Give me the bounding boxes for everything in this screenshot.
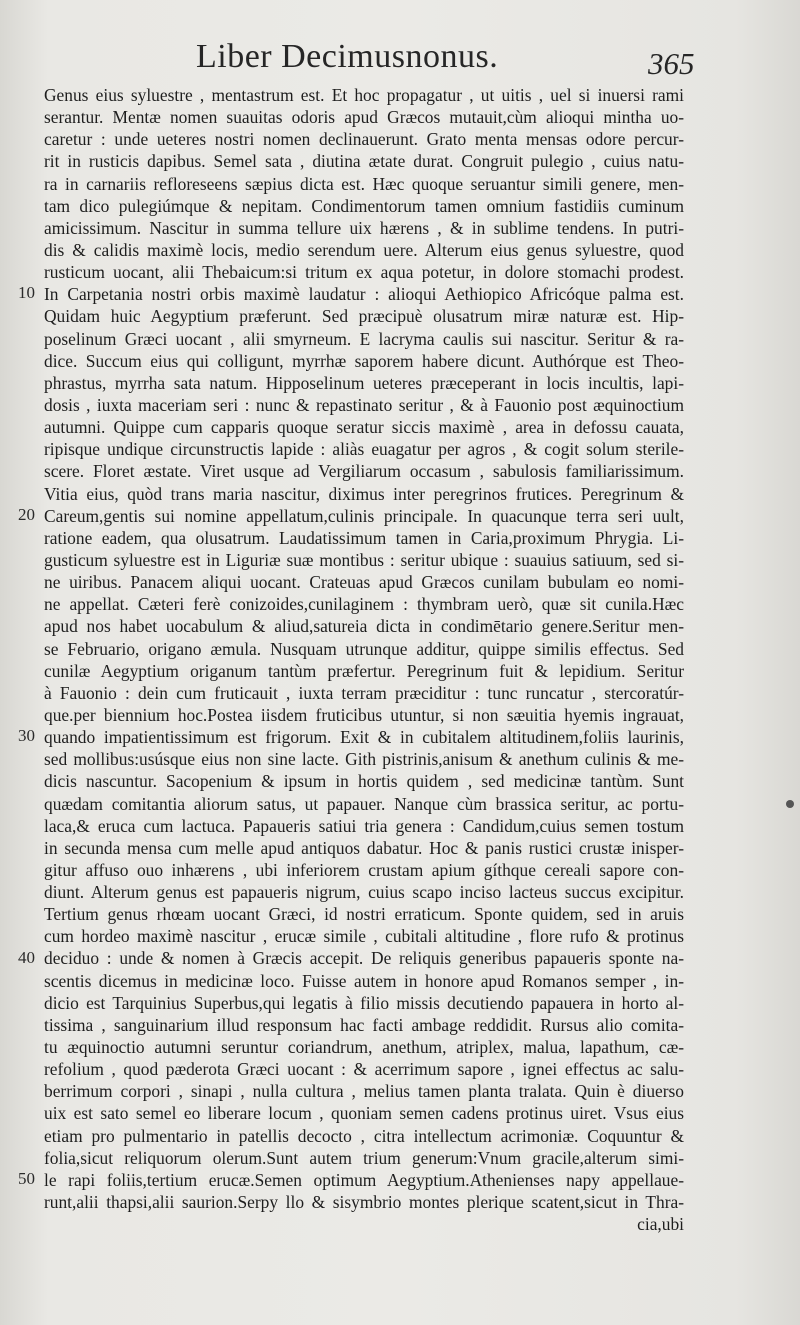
text-line: sed mollibus:usúsque eius non sine lacte. Gith pistrinis,anisum & anethum culinis & me-	[44, 749, 684, 770]
text-line: cum hordeo maximè nascitur , erucæ simile , cubitali altitudine , flore rufo & protinus	[44, 926, 684, 947]
text-line: dice. Succum eius qui colligunt, myrrhæ saporem habere dicunt. Authórque est Theo-	[44, 350, 684, 371]
text-line: rusticum uocant, alii Thebaicum:si tritum ex aqua potetur, in dolore stomachi prodest.	[44, 262, 684, 283]
text-line: cunilæ Aegyptium origanum tantùm præfertur. Peregrinum fuit & lepidium. Seritur	[44, 660, 684, 681]
text-line: ne uiribus. Panacem aliqui uocant. Crateuas apud Græcos cunilam bubulam eo nomi-	[44, 572, 684, 593]
text-line: dicio est Tarquinius Superbus,qui legatis à filio missis decutiendo papauera in horto al-	[44, 992, 684, 1013]
text-line: diunt. Alterum genus est papaueris nigrum, cuius scapo inciso lacteus succus excipitur.	[44, 882, 684, 903]
margin-line-number: 40	[18, 947, 35, 967]
text-line: ra in carnariis refloreseens sæpius dicta est. Hæc quoque seruantur simili genere, men-	[44, 173, 684, 194]
text-line: se Februario, origano æmula. Nusquam utrunque additur, quippe similis effectus. Sed	[44, 638, 684, 659]
text-line: autumni. Quippe cum capparis quoque seratur siccis maximè , area in defossu cauata,	[44, 417, 684, 438]
text-line: le rapi foliis,tertium erucæ.Semen optimum Aegyptium.Athenienses napy appellaue-	[44, 1169, 684, 1190]
text-line: que.per biennium hoc.Postea iisdem fruticibus utuntur, si non sæuitia hyemis ingrauat,	[44, 704, 684, 725]
text-line: in secunda mensa cum melle apud antiquos dabatur. Hoc & panis rustici crustæ inisper-	[44, 837, 684, 858]
text-line: deciduo : unde & nomen à Græcis accepit. De reliquis generibus papaueris sponte na-	[44, 948, 684, 969]
text-line: scere. Floret æstate. Viret usque ad Vergiliarum occasum , sabulosis familiarissimum.	[44, 461, 684, 482]
margin-line-number: 30	[18, 726, 35, 746]
text-line: runt,alii thapsi,alii saurion.Serpy llo & sisymbrio montes plerique scatent,sicut in Thra-	[44, 1192, 684, 1213]
text-line: rit in rusticis dapibus. Semel sata , diutina ætate durat. Congruit pulegio , cuius natu-	[44, 151, 684, 172]
text-line: ratione eadem, qua olusatrum. Laudatissimum tamen in Caria,proximum Phrygia. Li-	[44, 527, 684, 548]
text-line: ne appellat. Cæteri ferè conizoides,cunilaginem : thymbram uerò, quæ sit cunila.Hæc	[44, 594, 684, 615]
text-line: gusticum syluestre est in Liguriæ suæ montibus : seritur ubique : suauius satiuum, sed si-	[44, 549, 684, 570]
text-line: gitur affuso ouo inhærens , ubi inferiorem crustam apium gíthque cereali sapore con-	[44, 859, 684, 880]
text-line: refolium , quod pæderota Græci uocant : & acerrimum sapore , ignei effectus ac salu-	[44, 1059, 684, 1080]
text-line: In Carpetania nostri orbis maximè laudatur : alioqui Aethiopico Africóque palma est.	[44, 284, 684, 305]
text-line: serantur. Mentæ nomen suauitas odoris apud Græcos mutauit,cùm alioqui mintha uo-	[44, 107, 684, 128]
ink-speck	[786, 800, 794, 808]
text-line: uix est sato semel eo liberare locum , quoniam semen cadens protinus uiret. Vsus eius	[44, 1103, 684, 1124]
text-line: phrastus, myrrha sata natum. Hipposelinum ueteres præceperant in locis incultis, lapi-	[44, 372, 684, 393]
margin-line-number: 10	[18, 283, 35, 303]
text-line: berrimum corpori , sinapi , nulla cultura , melius tamen planta tralata. Quin è diuerso	[44, 1081, 684, 1102]
text-line: Genus eius syluestre , mentastrum est. Et hoc propagatur , ut uitis , uel si inuersi rami	[44, 85, 684, 105]
text-line: apud nos habet uocabulum & aliud,satureia dicta in condimētario genere.Seritur men-	[44, 616, 684, 637]
body-text	[44, 84, 684, 1235]
text-line: cia,ubi	[637, 1214, 684, 1235]
page-number: 365	[648, 46, 695, 81]
text-line: etiam pro pulmentario in patellis decocto , citra intellectum acrimoniæ. Coquuntur &	[44, 1125, 684, 1146]
text-line: dosis , iuxta maceriam seri : nunc & repastinato seritur , & à Fauonio post æquinoctium	[44, 394, 684, 415]
margin-line-number: 50	[18, 1169, 35, 1189]
text-line: Vitia eius, quòd trans maria nascitur, diximus inter peregrinos frutices. Peregrinum &	[44, 483, 684, 504]
text-line: amicissimum. Nascitur in summa tellure uix hærens , & in sublime tendens. In putri-	[44, 217, 684, 238]
text-line: tissima , sanguinarium illud responsum hac facti ambage reddidit. Rursus alio comita-	[44, 1014, 684, 1035]
text-line: ripisque undique circunstructis lapide : aliàs euagatur per agros , & cogit solum sterile-	[44, 439, 684, 460]
text-line: laca,& eruca cum lactuca. Papaueris satiui tria genera : Candidum,cuius semen tostum	[44, 815, 684, 836]
text-line: dis & calidis maximè locis, medio serendum uere. Alterum eius genus syluestre, quod	[44, 239, 684, 260]
text-line: quando impatientissimum est frigorum. Exit & in cubitalem altitudinem,foliis laurinis,	[44, 727, 684, 748]
text-line: scentis dicemus in medicinæ loco. Fuisse autem in honore apud Romanos semper , in-	[44, 970, 684, 991]
text-line: folia,sicut reliquorum olerum.Sunt autem trium generum:Vnum gracile,alterum simi-	[44, 1147, 684, 1168]
text-line: Quidam huic Aegyptium præferunt. Sed præcipuè olusatrum miræ naturæ est. Hip-	[44, 306, 684, 327]
text-line: Tertium genus rhœam uocant Græci, id nostri erraticum. Sponte quidem, sed in aruis	[44, 904, 684, 925]
running-head-title: Liber Decimusnonus.	[196, 38, 499, 75]
text-line: Careum,gentis sui nomine appellatum,culinis principale. In quacunque terra seri uult,	[44, 505, 684, 526]
text-line: poselinum Græci uocant , alii smyrneum. E lacryma caulis sui nascitur. Seritur & ra-	[44, 328, 684, 349]
margin-line-number: 20	[18, 504, 35, 524]
text-line: caretur : unde ueteres nostri nomen declinauerunt. Grato menta mensas odore percur-	[44, 129, 684, 150]
text-line: quædam comitantia aliorum satus, ut papauer. Nanque cùm brassica seritur, ac portu-	[44, 793, 684, 814]
text-line: à Fauonio : dein cum fruticauit , iuxta terram præciditur : tunc runcatur , stercoratúr-	[44, 682, 684, 703]
text-line: dicis nascuntur. Sacopenium & ipsum in hortis quidem , sed medicinæ tantùm. Sunt	[44, 771, 684, 792]
text-line: tu æquinoctio autumni seruntur coriandrum, anethum, atriplex, malua, lapathum, cæ-	[44, 1037, 684, 1058]
text-line: tam dico pulegiúmque & nepitam. Condimentorum tamen omnium fastidiis cuminum	[44, 195, 684, 216]
